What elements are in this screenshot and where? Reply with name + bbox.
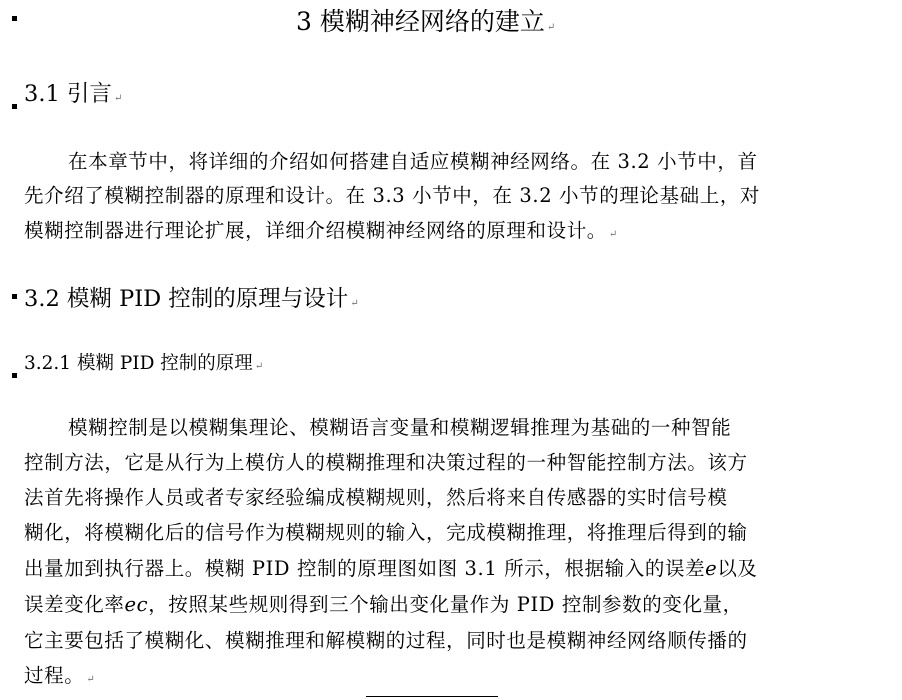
paragraph-mark-icon: ↵	[254, 361, 264, 372]
paragraph-text: 法首先将操作人员或者专家经验编成模糊规则，然后将来自传感器的实时信号模	[24, 486, 728, 509]
section-3-2-heading	[24, 281, 359, 313]
paragraph-text: 模糊控制器进行理论扩展，详细介绍模糊神经网络的原理和设计。	[24, 219, 607, 242]
paragraph-line	[24, 215, 618, 243]
paragraph-format-mark	[12, 373, 17, 378]
paragraph-mark-icon: ↵	[113, 93, 123, 104]
variable-ec: ec	[124, 593, 149, 616]
paragraph-line	[24, 553, 758, 581]
paragraph-text: 以及	[717, 557, 758, 580]
paragraph-line	[68, 146, 758, 174]
paragraph-text: 模糊控制是以模糊集理论、模糊语言变量和模糊逻辑推理为基础的一种智能	[68, 416, 732, 439]
variable-e: e	[705, 557, 718, 580]
section-3-2-1-heading	[24, 349, 263, 375]
paragraph-format-mark	[12, 104, 17, 109]
paragraph-mark-icon: ↵	[546, 22, 556, 33]
paragraph-line	[24, 482, 728, 510]
paragraph-line	[68, 412, 731, 440]
paragraph-text: 误差变化率	[24, 593, 125, 616]
paragraph-text: 糊化，将模糊化后的信号作为模糊规则的输入，完成模糊推理，将推理后得到的输	[24, 521, 748, 544]
paragraph-text: 先介绍了模糊控制器的原理和设计。在 3.3 小节中，在 3.2 小节的理论基础上，对	[24, 184, 761, 207]
paragraph-line	[24, 180, 760, 208]
paragraph-text: ，按照某些规则得到三个输出变化量作为 PID 控制参数的变化量，	[148, 593, 743, 616]
paragraph-line	[24, 625, 748, 653]
section-heading-text: 3.2 模糊 PID 控制的原理与设计	[24, 286, 349, 312]
paragraph-line	[24, 447, 748, 475]
section-heading-text: 3.1 引言	[24, 81, 112, 107]
paragraph-line	[24, 660, 95, 688]
paragraph-text: 它主要包括了模糊化、模糊推理和解模糊的过程，同时也是模糊神经网络顺传播的	[24, 629, 748, 652]
paragraph-format-mark	[12, 16, 17, 21]
paragraph-mark-icon: ↵	[350, 298, 359, 309]
paragraph-line	[24, 589, 743, 617]
section-3-1-heading	[24, 76, 122, 108]
paragraph-mark-icon: ↵	[86, 674, 96, 685]
paragraph-text: 在本章节中，将详细的介绍如何搭建自适应模糊神经网络。在 3.2 小节中，首	[68, 150, 758, 173]
paragraph-line	[24, 517, 748, 545]
subsection-heading-text: 3.2.1 模糊 PID 控制的原理	[24, 353, 253, 374]
paragraph-text: 出量加到执行器上。模糊 PID 控制的原理图如图 3.1 所示，根据输入的误差	[24, 557, 706, 580]
paragraph-text: 控制方法，它是从行为上模仿人的模糊推理和决策过程的一种智能控制方法。该方	[24, 451, 748, 474]
paragraph-mark-icon: ↵	[608, 229, 618, 240]
paragraph-text: 过程。	[24, 664, 85, 687]
figure-top-border	[366, 696, 498, 697]
paragraph-format-mark	[12, 294, 17, 299]
chapter-title	[296, 2, 555, 38]
chapter-title-text: 3 模糊神经网络的建立	[296, 7, 545, 36]
